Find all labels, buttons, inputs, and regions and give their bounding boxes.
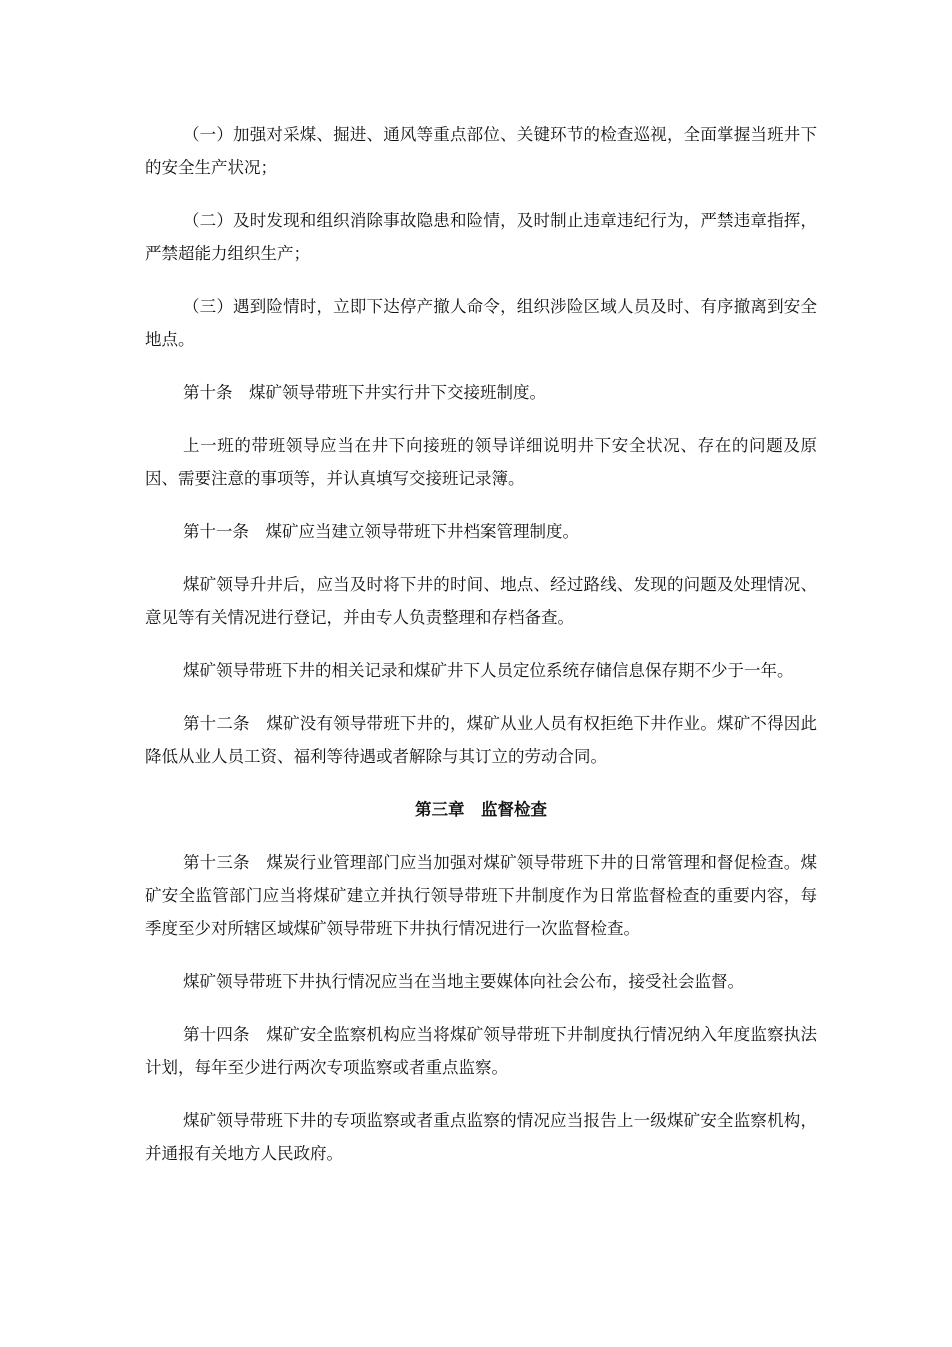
article-10: 第十条 煤矿领导带班下井实行井下交接班制度。 <box>182 383 546 402</box>
document-page <box>145 118 817 1190</box>
article-14: 第十四条 煤矿安全监察机构应当将煤矿领导带班下井制度执行情况纳入年度监察执法计划，每年至少进行两次专项监察或者重点监察。 <box>145 1025 817 1077</box>
paragraph-item-3: （三）遇到险情时，立即下达停产撤人命令，组织涉险区域人员及时、有序撤离到安全地点。 <box>145 297 817 349</box>
paragraph-registration: 煤矿领导升井后，应当及时将下井的时间、地点、经过路线、发现的问题及处理情况、意见等有关情况进行登记，并由专人负责整理和存档备查。 <box>145 575 817 627</box>
paragraph-report: 煤矿领导带班下井的专项监察或者重点监察的情况应当报告上一级煤矿安全监察机构，并通报有关地方人民政府。 <box>145 1111 817 1163</box>
article-12: 第十二条 煤矿没有领导带班下井的，煤矿从业人员有权拒绝下井作业。煤矿不得因此降低从业人员工资、福利等待遇或者解除与其订立的劳动合同。 <box>145 714 817 766</box>
article-13: 第十三条 煤炭行业管理部门应当加强对煤矿领导带班下井的日常管理和督促检查。煤矿安全监管部门应当将煤矿建立并执行领导带班下井制度作为日常监督检查的重要内容，每季度至少对所辖区域煤矿领导带班下井执行情况进行一次监督检查。 <box>145 853 817 938</box>
paragraph-handover: 上一班的带班领导应当在井下向接班的领导详细说明井下安全状况、存在的问题及原因、需要注意的事项等，并认真填写交接班记录簿。 <box>145 436 817 488</box>
article-11: 第十一条 煤矿应当建立领导带班下井档案管理制度。 <box>182 522 579 541</box>
paragraph-item-1: （一）加强对采煤、掘进、通风等重点部位、关键环节的检查巡视，全面掌握当班井下的安全生产状况； <box>145 125 817 177</box>
paragraph-retention: 煤矿领导带班下井的相关记录和煤矿井下人员定位系统存储信息保存期不少于一年。 <box>182 661 794 680</box>
paragraph-item-2: （二）及时发现和组织消除事故隐患和险情，及时制止违章违纪行为，严禁违章指挥，严禁超能力组织生产； <box>145 211 817 263</box>
paragraph-public-disclosure: 煤矿领导带班下井执行情况应当在当地主要媒体向社会公布，接受社会监督。 <box>182 972 744 991</box>
chapter-heading: 第三章 监督检查 <box>415 800 547 819</box>
